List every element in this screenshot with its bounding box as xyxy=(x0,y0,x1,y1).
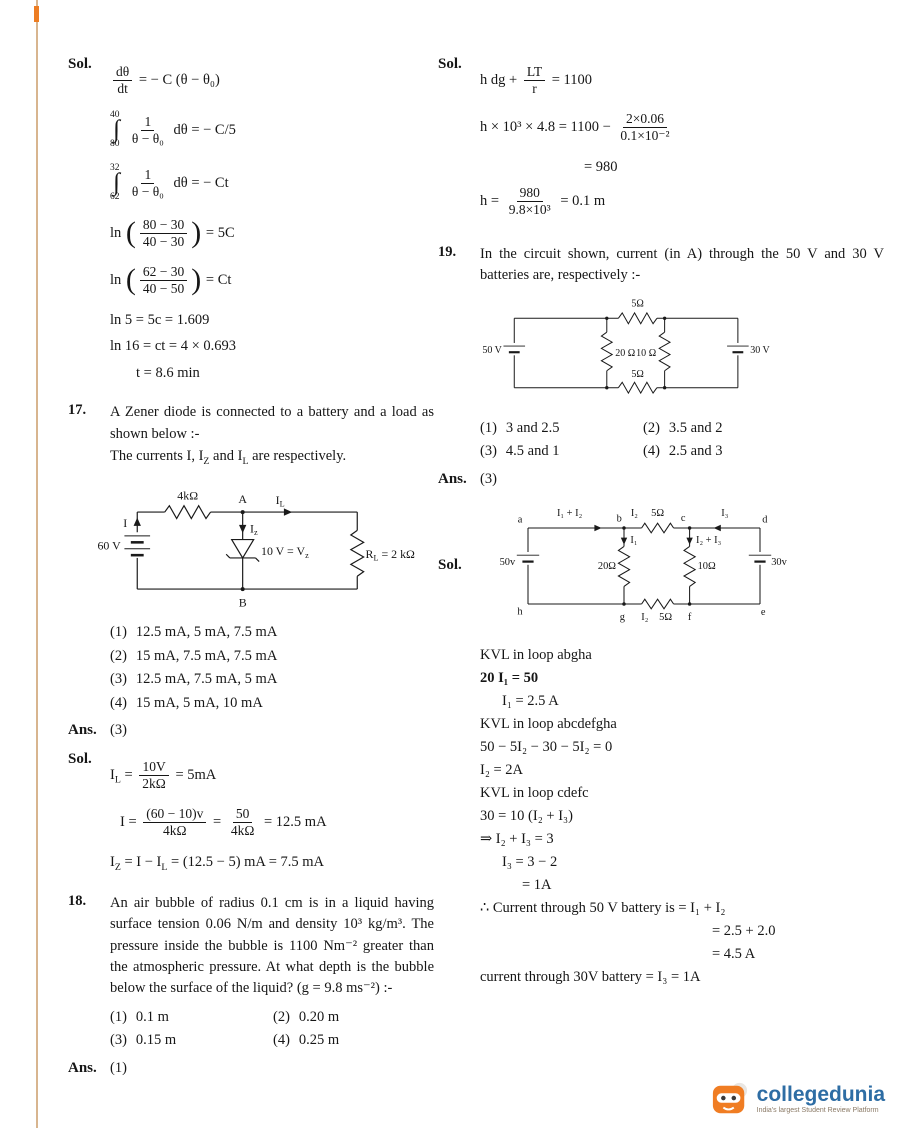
option-number: (1) xyxy=(480,419,497,436)
resistor-label: 5Ω xyxy=(651,507,665,519)
question-line: A Zener diode is connected to a battery and a load as shown below :- xyxy=(110,404,434,442)
resistor-label: 5Ω xyxy=(631,298,644,310)
circuit-labels xyxy=(482,298,770,379)
solution-18 xyxy=(438,56,884,232)
junction-dot xyxy=(688,526,692,530)
resistor-label: 5Ω xyxy=(659,611,673,623)
formula-line: ln 16 = ct = 4 × 0.693 xyxy=(110,338,237,355)
kvl-line: 20 I₁ = 50 xyxy=(480,669,539,686)
solution-equations xyxy=(110,56,434,390)
collegedunia-logo-icon xyxy=(711,1080,749,1118)
battery-label: 50v xyxy=(499,556,516,568)
answer-row xyxy=(68,722,434,739)
junction-dot xyxy=(241,587,245,591)
question-number: 18. xyxy=(68,893,87,910)
option xyxy=(110,1029,273,1052)
node-label: g xyxy=(619,611,626,623)
battery-label: 60 V xyxy=(97,538,121,553)
option-text: 0.25 m xyxy=(298,1032,340,1049)
sol-label: Sol. xyxy=(68,751,92,768)
option xyxy=(273,1006,434,1029)
answer-label: Ans. xyxy=(438,470,467,487)
left-border-rule xyxy=(36,0,38,1128)
resistor-icon xyxy=(618,313,657,324)
question-line: The currents I, $I_Z$ and $I_L$ are respectively. xyxy=(110,447,347,467)
option-number: (2) xyxy=(110,647,127,664)
arrow-down-icon xyxy=(239,525,246,533)
solution-cooling xyxy=(68,56,434,390)
option-number: (4) xyxy=(273,1032,290,1049)
brand-text-block xyxy=(757,1084,885,1114)
formula-line: = 980 xyxy=(584,158,618,175)
arrow-right-icon xyxy=(594,524,601,530)
node-label: h xyxy=(517,606,523,618)
battery-icon xyxy=(727,346,749,352)
battery-network-circuit-diagram xyxy=(468,295,788,411)
answer-label: Ans. xyxy=(68,1059,97,1076)
answer-value: (3) xyxy=(110,722,127,739)
option-number: (3) xyxy=(110,1032,127,1049)
arrow-right-icon xyxy=(284,509,292,516)
brand-tagline: India's largest Student Review Platform xyxy=(756,1107,879,1114)
option-text: 0.20 m xyxy=(298,1008,340,1025)
option xyxy=(110,645,434,668)
left-column xyxy=(68,56,434,1089)
current-label: I₂ xyxy=(641,611,649,623)
option xyxy=(110,668,434,691)
answer-row xyxy=(438,471,884,488)
node-label: c xyxy=(680,512,686,524)
option xyxy=(110,692,434,715)
current-label: $I_z$ xyxy=(250,521,258,538)
question-number: 17. xyxy=(68,402,87,419)
kvl-line: = 2.5 + 2.0 xyxy=(712,923,776,940)
option-number: (2) xyxy=(643,419,660,436)
kvl-line: I₃ = 3 − 2 xyxy=(502,853,558,870)
question-18 xyxy=(68,893,434,1077)
formula-line: ln 5 = 5c = 1.609 xyxy=(110,311,210,328)
arrow-left-icon xyxy=(714,524,721,530)
arrow-down-icon xyxy=(621,537,627,544)
current-label: $I_L$ xyxy=(275,493,285,509)
answer-row xyxy=(68,1060,434,1077)
brand-footer xyxy=(711,1080,885,1118)
node-label: e xyxy=(760,606,766,618)
resistor-icon xyxy=(351,531,364,577)
question-text xyxy=(110,402,434,469)
resistor-label: 5Ω xyxy=(631,368,644,380)
battery-label: 50 V xyxy=(482,344,502,356)
node-label: A xyxy=(238,492,247,507)
formula-line: I = $\frac{(60 - 10)v}{4k\Omega}$ = $\frac{50}{4k\Omega}$ = 12.5 mA xyxy=(120,806,327,838)
resistor-icon xyxy=(642,523,674,533)
option-number: (1) xyxy=(110,1008,127,1025)
option xyxy=(110,621,434,644)
battery-icon xyxy=(503,346,525,352)
option-number: (4) xyxy=(110,694,127,711)
node-label: B xyxy=(238,595,247,610)
formula-line: t = 8.6 min xyxy=(136,364,200,381)
sol-label: Sol. xyxy=(68,56,92,72)
option-number: (3) xyxy=(480,443,497,460)
option-text: 12.5 mA, 7.5 mA, 5 mA xyxy=(135,671,278,688)
option-text: 0.15 m xyxy=(135,1032,177,1049)
option xyxy=(480,417,643,440)
option xyxy=(273,1029,434,1052)
sol-label: Sol. xyxy=(438,557,462,574)
option-text: 15 mA, 7.5 mA, 7.5 mA xyxy=(135,647,278,664)
options-list xyxy=(480,417,884,464)
option-text: 0.1 m xyxy=(135,1008,169,1025)
option xyxy=(110,1006,273,1029)
kvl-line: 50 − 5I₂ − 30 − 5I₂ = 0 xyxy=(480,738,613,755)
zener-voltage-label: 10 $V = V_z$ xyxy=(261,544,309,561)
option-number: (4) xyxy=(643,443,660,460)
resistor-icon xyxy=(618,546,629,586)
junction-dot xyxy=(663,316,666,319)
resistor-icon xyxy=(601,332,612,371)
formula-line: h dg + $\frac{LT}{r}$ = 1100 xyxy=(480,64,592,96)
current-label: I₃ xyxy=(721,507,729,519)
resistor-icon xyxy=(642,599,674,609)
formula-line: $I_L$ = $\frac{10V}{2k\Omega}$ = 5mA xyxy=(110,759,217,792)
option-number: (1) xyxy=(110,624,127,641)
battery-icon xyxy=(124,536,150,555)
kvl-line: ⇒ I₂ + I₃ = 3 xyxy=(480,830,554,847)
battery-icon xyxy=(517,555,539,561)
resistor-icon xyxy=(659,332,670,371)
resistor-icon xyxy=(618,382,657,393)
junction-dot xyxy=(622,526,626,530)
question-17 xyxy=(68,402,434,739)
load-resistor-label: $R_L = 2$ kΩ xyxy=(365,547,415,563)
current-label: I xyxy=(123,515,128,530)
arrow-down-icon xyxy=(686,537,692,544)
node-label: f xyxy=(687,611,692,623)
brand-name: collegedunia xyxy=(756,1083,885,1106)
question-number: 19. xyxy=(438,244,457,261)
question-text: In the circuit shown, current (in A) through the 50 V and 30 V batteries are, respectively :- xyxy=(480,246,884,284)
resistor-label: 20Ω xyxy=(597,560,616,572)
kvl-line: KVL in loop abcdefgha xyxy=(480,715,617,732)
junction-dot xyxy=(241,510,245,514)
answer-value: (3) xyxy=(480,470,497,487)
junction-dot xyxy=(605,386,608,389)
kvl-line: = 4.5 A xyxy=(712,946,756,963)
option xyxy=(643,417,884,440)
option-number: (2) xyxy=(273,1008,290,1025)
top-accent-mark xyxy=(34,6,39,22)
option-text: 3 and 2.5 xyxy=(505,419,560,436)
kvl-line: KVL in loop abgha xyxy=(480,646,592,663)
node-label: d xyxy=(762,514,768,526)
option xyxy=(480,440,643,463)
question-text: An air bubble of radius 0.1 cm is in a liquid having surface tension 0.06 N/m and density 10³ kg/m³. The pressure inside the bubble is 1100 Nm⁻² greater than the atmospheric pressure. At what depth is the bubble below the surface of the liquid? (g = 9.8 ms⁻²) :- xyxy=(110,895,434,997)
kvl-line: KVL in loop cdefc xyxy=(480,784,589,801)
resistor-label: 20 Ω xyxy=(615,347,636,359)
current-label: I₁ xyxy=(630,534,638,546)
option-text: 15 mA, 5 mA, 10 mA xyxy=(135,694,263,711)
question-19 xyxy=(438,244,884,488)
junction-dot xyxy=(688,602,692,606)
formula-line: 40 ∫ 80 $\frac{1}{\text{θ − θ₀}}$ dθ = − C/5 xyxy=(110,109,236,150)
kvl-line: current through 30V battery = I₃ = 1A xyxy=(480,969,701,986)
solution-equations xyxy=(110,751,434,881)
formula-line: 32 ∫ 62 $\frac{1}{\text{θ − θ₀}}$ dθ = − Ct xyxy=(110,162,229,203)
diode-icon xyxy=(232,540,254,558)
formula-line: h = $\frac{980}{\text{9.8×10³}}$ = 0.1 m xyxy=(480,185,606,218)
answer-label: Ans. xyxy=(68,722,97,739)
resistor-label: 4kΩ xyxy=(177,488,199,503)
options-list xyxy=(110,1006,434,1053)
node-label: a xyxy=(517,514,523,526)
circuit-wires xyxy=(124,506,363,589)
option-text: 12.5 mA, 5 mA, 7.5 mA xyxy=(135,624,278,641)
option-text: 3.5 and 2 xyxy=(668,419,723,436)
labelled-loop-circuit-diagram xyxy=(480,500,812,632)
solution-equations xyxy=(480,56,884,232)
circuit-wires xyxy=(517,523,771,609)
resistor-label: 10Ω xyxy=(697,560,716,572)
kvl-line: ∴ Current through 50 V battery is = I₁ + I₂ xyxy=(480,900,726,917)
current-label: I₂ xyxy=(630,507,638,519)
resistor-icon xyxy=(165,506,211,519)
kvl-derivation xyxy=(480,644,884,988)
formula-line: ln ( $\frac{62 - 30}{40 - 50}$ ) = Ct xyxy=(110,263,232,297)
junction-dot xyxy=(622,602,626,606)
option-number: (3) xyxy=(110,671,127,688)
formula-line: h × 10³ × 4.8 = 1100 − $\frac{2\times 0.06}{\text{0.1×10⁻²}}$ xyxy=(480,110,670,143)
battery-label: 30 V xyxy=(750,344,770,356)
node-label: b xyxy=(616,513,622,525)
formula-line: ln ( $\frac{80 - 30}{40 - 30}$ ) = 5C xyxy=(110,216,235,250)
resistor-label: 10 Ω xyxy=(636,347,657,359)
options-list xyxy=(110,621,434,715)
zener-circuit-diagram xyxy=(96,477,426,615)
current-label: I₁ + I₂ xyxy=(556,507,583,519)
sol-label: Sol. xyxy=(438,56,462,72)
option xyxy=(643,440,884,463)
kvl-line: = 1A xyxy=(522,877,552,893)
formula-line: $\frac{d\theta}{dt}$ = − C (θ − θ₀) xyxy=(110,64,434,97)
solution-17 xyxy=(68,751,434,881)
formula-line: $I_Z = I - I_L = (12.5 - 5)$ mA = 7.5 mA xyxy=(110,853,325,873)
arrow-up-icon xyxy=(134,518,141,526)
kvl-line: I₂ = 2A xyxy=(480,761,524,778)
resistor-icon xyxy=(684,546,695,586)
solution-19 xyxy=(438,500,884,988)
kvl-line: 30 = 10 (I₂ + I₃) xyxy=(480,807,573,824)
kvl-line: I₁ = 2.5 A xyxy=(502,692,559,709)
battery-label: 30v xyxy=(771,556,787,568)
option-text: 2.5 and 3 xyxy=(668,443,723,460)
junction-dot xyxy=(605,316,608,319)
current-label: I₂ + I₃ xyxy=(696,534,722,546)
option-text: 4.5 and 1 xyxy=(505,443,560,460)
junction-dot xyxy=(663,386,666,389)
answer-value: (1) xyxy=(110,1059,127,1076)
right-column xyxy=(438,56,884,1000)
battery-icon xyxy=(749,555,771,561)
